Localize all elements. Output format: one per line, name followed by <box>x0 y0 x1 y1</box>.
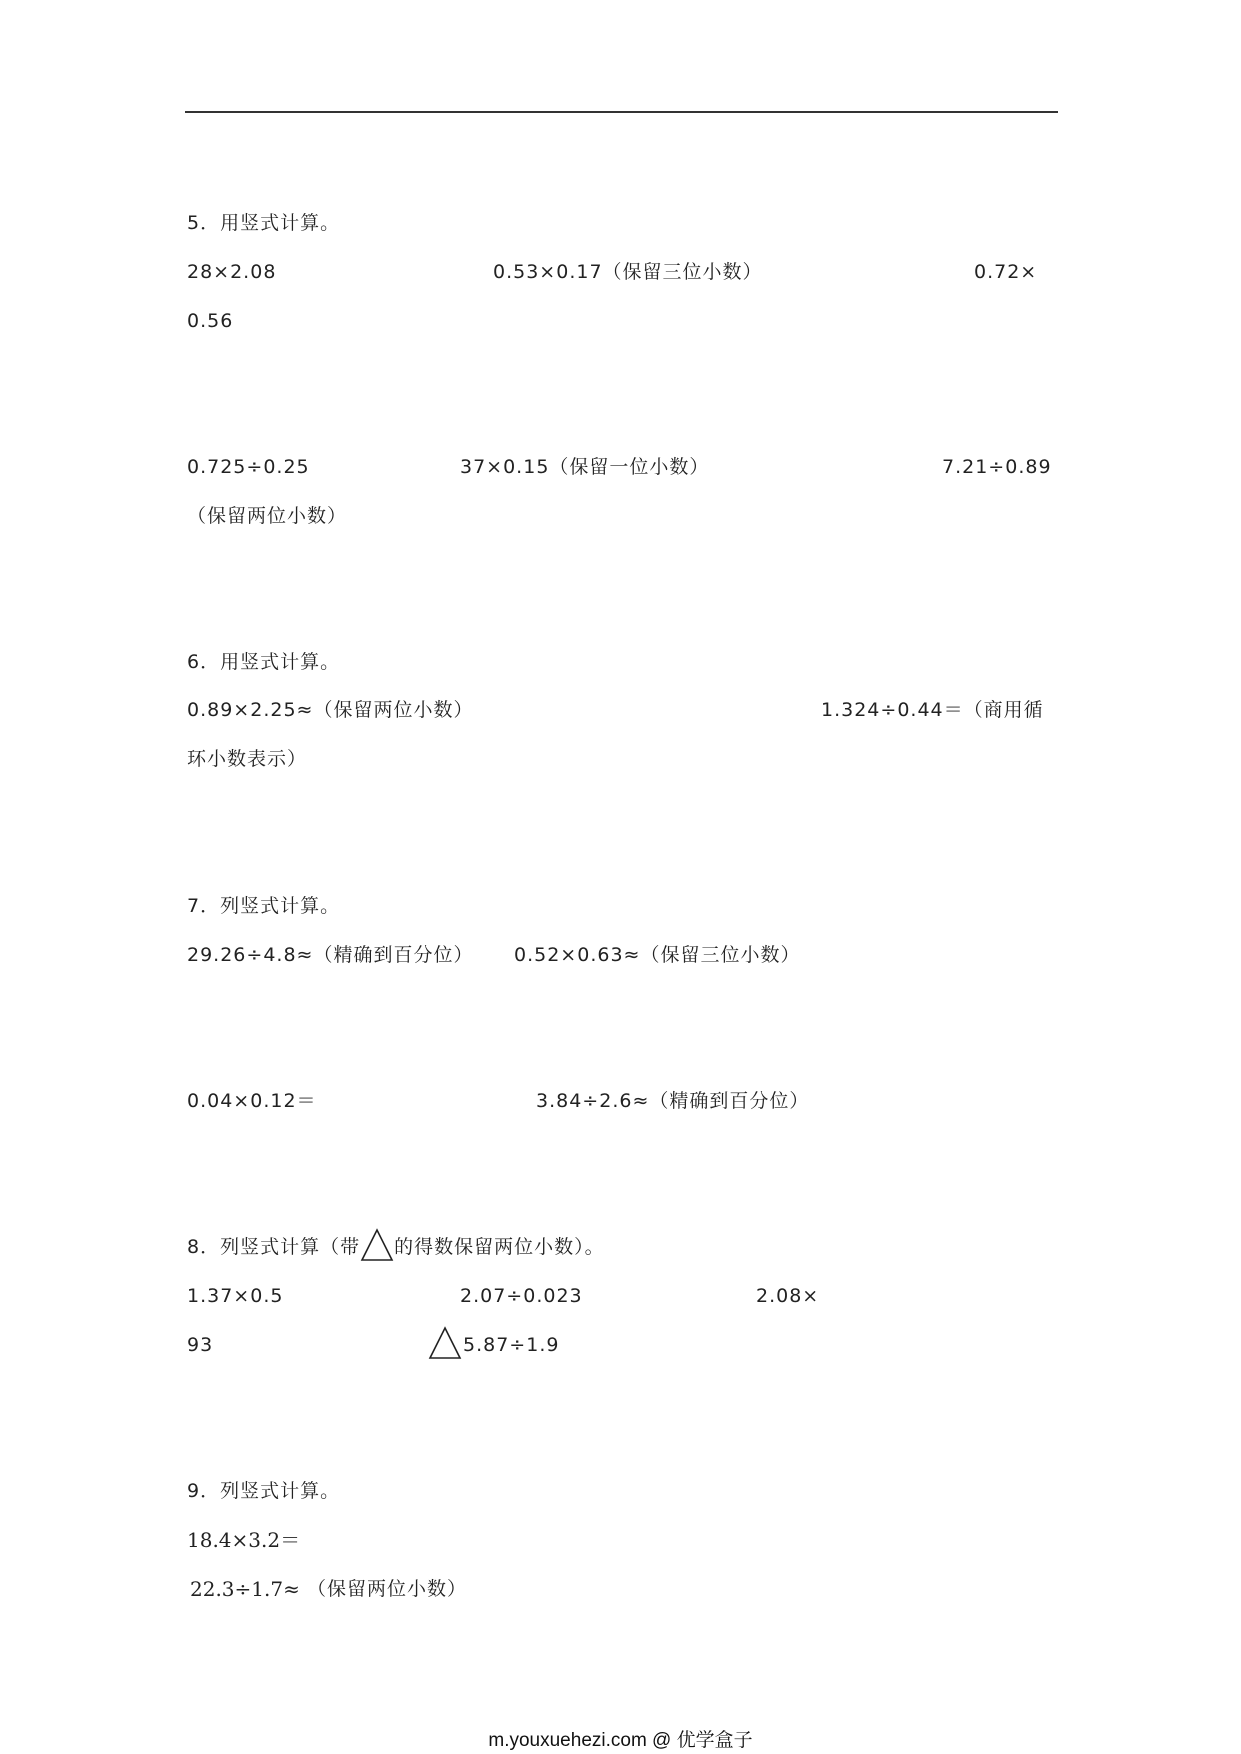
q9-item-2: 22.3÷1.7≈ <box>190 1577 300 1601</box>
q6-title: 6．用竖式计算。 <box>187 651 341 673</box>
q8-title <box>187 1235 605 1260</box>
q9-title: 9．列竖式计算。 <box>187 1480 341 1502</box>
q9-item-1: 18.4×3.2＝ <box>187 1528 301 1552</box>
q7-item-4: 3.84÷2.6≈（精确到百分位） <box>536 1090 810 1112</box>
header-rule <box>185 111 1058 113</box>
q8-item-2: 2.07÷0.023 <box>460 1285 583 1307</box>
q7-item-2: 0.52×0.63≈（保留三位小数） <box>514 944 801 966</box>
q8-item-1: 1.37×0.5 <box>187 1285 284 1307</box>
triangle-icon <box>360 1228 394 1262</box>
q8-item-4: 5.87÷1.9 <box>463 1334 560 1356</box>
q5-item-5: 37×0.15（保留一位小数） <box>460 456 710 478</box>
q7-item-3: 0.04×0.12＝ <box>187 1090 317 1112</box>
q5-item-4: 0.725÷0.25 <box>187 456 310 478</box>
q5-item-6b: （保留两位小数） <box>187 505 348 527</box>
q7-item-1: 29.26÷4.8≈（精确到百分位） <box>187 944 474 966</box>
q5-item-1: 28×2.08 <box>187 261 277 283</box>
q8-item-3a: 2.08× <box>756 1285 820 1307</box>
q7-title: 7．列竖式计算。 <box>187 895 341 917</box>
q6-item-1: 0.89×2.25≈（保留两位小数） <box>187 699 474 721</box>
q6-item-2a: 1.324÷0.44＝（商用循 <box>821 699 1044 721</box>
q8-title-prefix: 8．列竖式计算（带 <box>187 1236 361 1258</box>
footer-watermark: m.youxuehezi.com @ 优学盒子 <box>488 1730 753 1751</box>
q8-triangle-inline <box>360 1236 394 1260</box>
q6-item-2b: 环小数表示） <box>187 748 308 770</box>
q5-item-3b: 0.56 <box>187 310 234 332</box>
q8-title-suffix: 的得数保留两位小数）。 <box>394 1236 605 1258</box>
q5-item-6a: 7.21÷0.89 <box>942 456 1052 478</box>
q9-item-2-note: （保留两位小数） <box>307 1578 468 1600</box>
q5-item-3a: 0.72× <box>974 261 1038 283</box>
triangle-icon <box>428 1326 462 1360</box>
q8-item-3b: 93 <box>187 1334 214 1356</box>
q5-title: 5．用竖式计算。 <box>187 212 341 234</box>
q5-item-2: 0.53×0.17（保留三位小数） <box>493 261 763 283</box>
